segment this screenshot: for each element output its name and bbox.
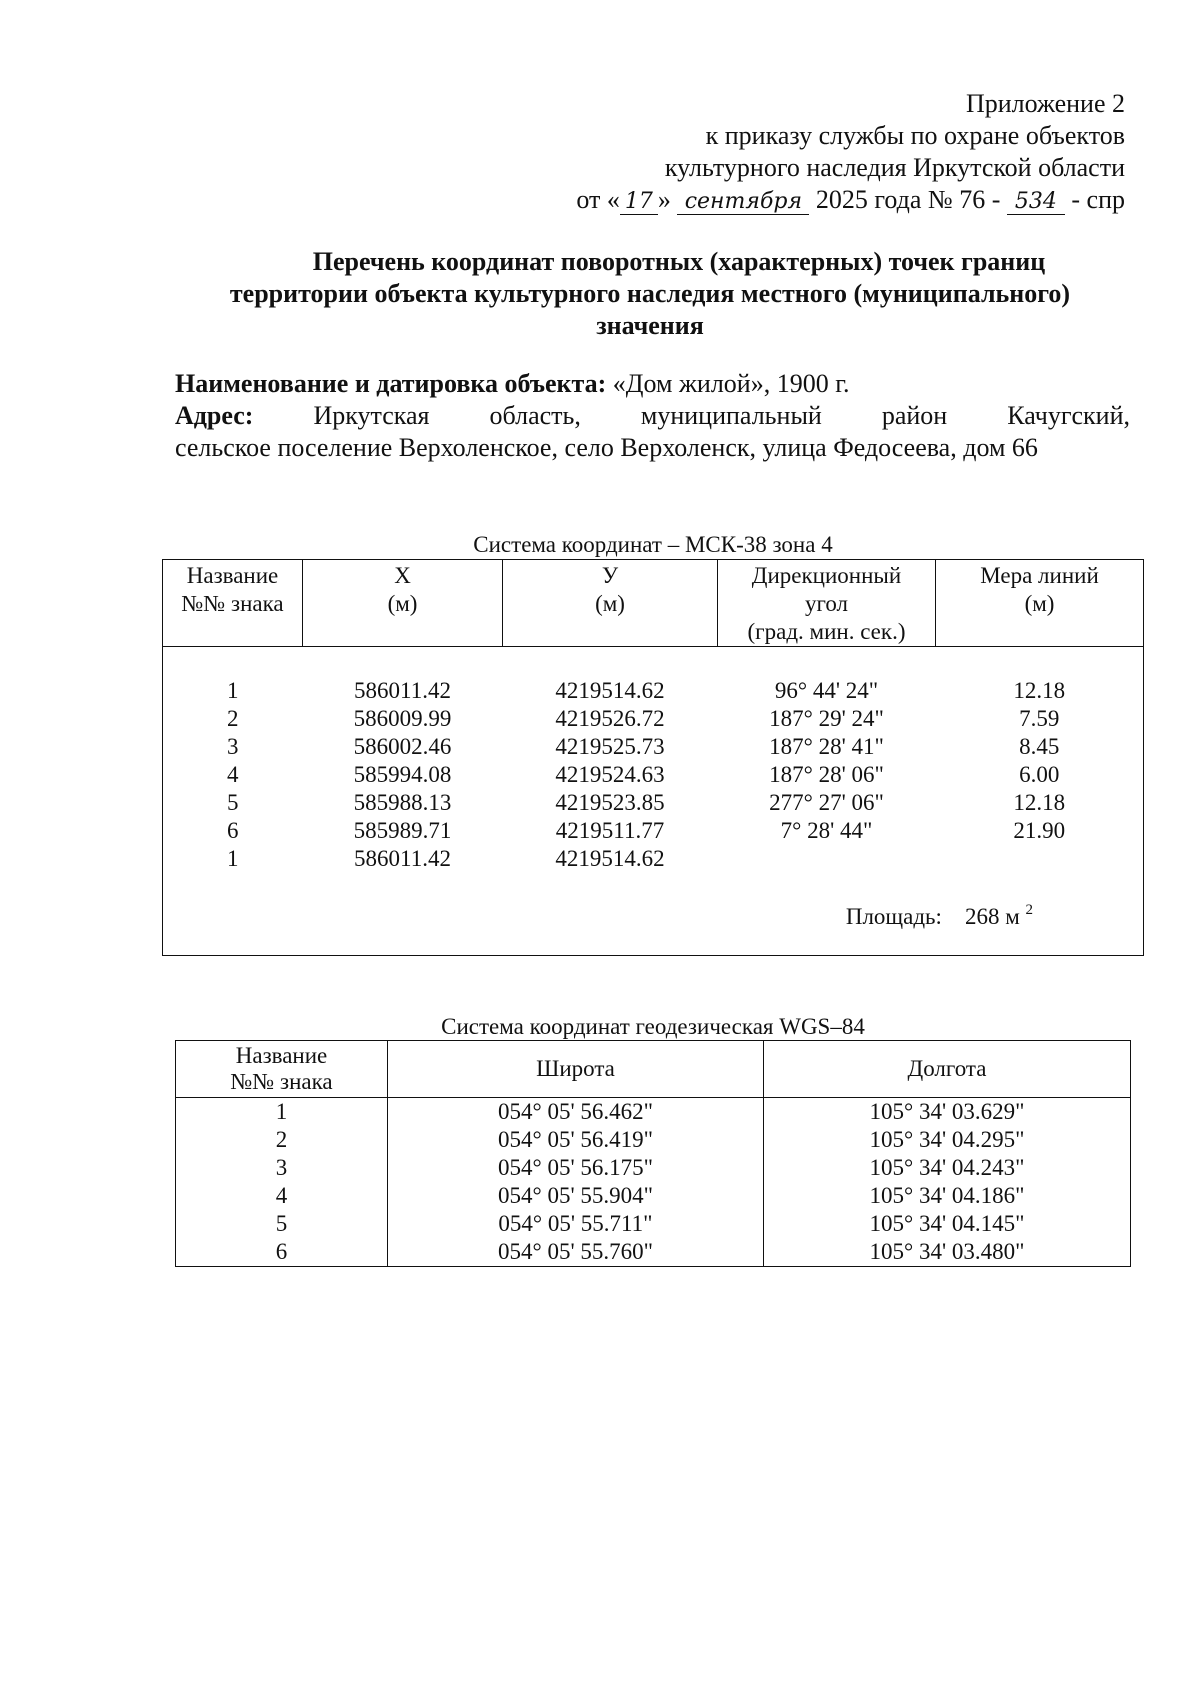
wgs84-coordinates-table [175,1040,1131,1267]
document-title [170,246,1130,342]
table-row: 4 054° 05' 55.904" 105° 34' 04.186" [176,1182,1131,1210]
table-row: 1 054° 05' 56.462" 105° 34' 03.629" [176,1098,1131,1127]
handwritten-month: сентября [677,190,809,215]
header-point-name: Название №№ знака [163,560,303,647]
table1-caption: Система координат – МСК-38 зона 4 [473,532,833,557]
order-date-line [425,184,1125,216]
appendix-line-3: культурного наследия Иркутской области [664,153,1125,182]
table-row: 6 585989.71 4219511.77 7° 28' 44" 21.90 [227,818,1066,843]
address-label: Адрес: [175,401,254,430]
title-line-3: значения [596,311,704,340]
table-row: 3 586002.46 4219525.73 187° 28' 41" 8.45 [227,734,1060,759]
address-line-2: сельское поселение Верхоленское, село Верхоленск, улица Федосеева, дом 66 [175,433,1038,462]
order-year: 2025 года № 76 - [815,185,1001,214]
table2-caption: Система координат геодезическая WGS–84 [441,1014,865,1039]
appendix-line-2: к приказу службы по охране объектов [705,121,1125,150]
header-latitude: Широта [388,1041,764,1098]
table-row: 5 054° 05' 55.711" 105° 34' 04.145" [176,1210,1131,1238]
table1-header-row [163,560,1144,647]
object-name-value: «Дом жилой», 1900 г. [612,369,850,398]
table-row: 2 586009.99 4219526.72 187° 29' 24" 7.59 [227,706,1060,731]
address-text-1: Иркутская область, муниципальный район Качугский, [313,401,1130,430]
area-value: 268 м [964,904,1020,929]
table2-header-row [176,1041,1131,1098]
area-unit-sup: 2 [1025,902,1033,918]
table-row: 1 586011.42 4219514.62 [227,846,665,871]
table-row: 4 585994.08 4219524.63 187° 28' 06" 6.00 [227,762,1060,787]
appendix-title: Приложение 2 [965,89,1125,118]
area-row [163,873,1144,931]
msk-coordinates-table [162,559,1144,956]
header-direction-angle: Дирекционный угол (град. мин. сек.) [718,560,936,647]
object-name-label: Наименование и датировка объекта: [175,369,607,398]
table-row: 1 586011.42 4219514.62 96° 44' 24" 12.18 [227,678,1066,703]
handwritten-number: 534 [1007,190,1065,215]
header-line-length: Мера линий (м) [936,560,1144,647]
object-name-line [175,368,1130,400]
handwritten-day: 17 [620,190,658,215]
object-info [175,368,1130,464]
table-row: 2 054° 05' 56.419" 105° 34' 04.295" [176,1126,1131,1154]
header-longitude: Долгота [764,1041,1131,1098]
address-line-1 [175,400,1130,432]
title-line-1: Перечень координат поворотных (характерных) точек границ [312,247,1046,276]
table-row: 6 054° 05' 55.760" 105° 34' 03.480" [176,1238,1131,1267]
table-row: 3 054° 05' 56.175" 105° 34' 04.243" [176,1154,1131,1182]
header-point-name: Название №№ знака [176,1041,388,1098]
quote-close: » [657,185,671,214]
header-x: Х (м) [303,560,503,647]
header-y: У (м) [503,560,718,647]
appendix-header [425,88,1125,216]
title-line-2: территории объекта культурного наследия местного (муниципального) [229,279,1071,308]
order-suffix: - спр [1071,185,1125,214]
area-label: Площадь: [845,904,942,929]
order-prefix: от « [576,185,620,214]
table-row: 5 585988.13 4219523.85 277° 27' 06" 12.18 [227,790,1066,815]
